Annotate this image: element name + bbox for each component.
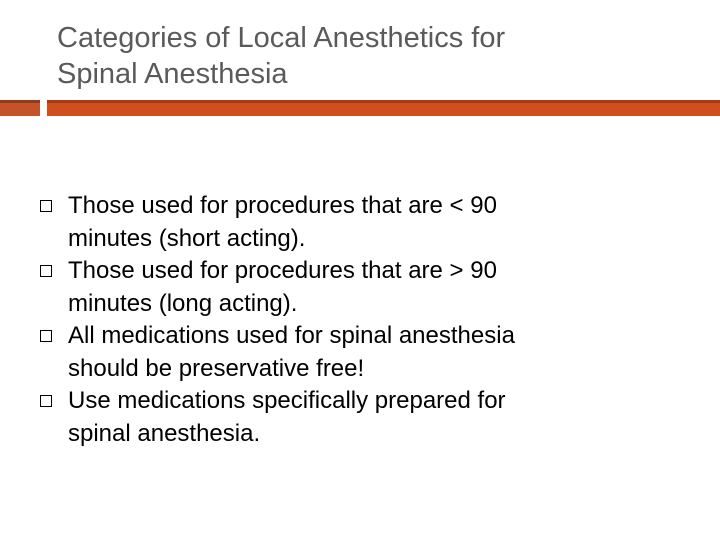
bullet-text-line: Those used for procedures that are > 90 <box>68 257 497 284</box>
bullet-list <box>40 190 660 450</box>
bullet-text-line: Use medications specifically prepared for <box>68 387 506 414</box>
bullet-item <box>40 255 660 320</box>
accent-bar-edge <box>47 100 720 103</box>
bullet-item <box>40 190 660 255</box>
bullet-text-line: minutes (short acting). <box>68 224 306 252</box>
slide-title <box>57 20 677 92</box>
accent-block-left-edge <box>0 100 40 103</box>
hollow-square-icon <box>40 330 52 342</box>
bullet-text-line: should be preservative free! <box>68 354 365 382</box>
title-line: Categories of Local Anesthetics for <box>57 22 506 54</box>
bullet-item <box>40 320 660 385</box>
hollow-square-icon <box>40 265 52 277</box>
hollow-square-icon <box>40 200 52 212</box>
bullet-text-line: spinal anesthesia. <box>68 419 261 447</box>
bullet-text-line: All medications used for spinal anesthesia <box>68 322 515 349</box>
title-line: Spinal Anesthesia <box>57 58 288 90</box>
bullet-item <box>40 385 660 450</box>
bullet-text-line: Those used for procedures that are < 90 <box>68 192 497 219</box>
bullet-text-line: minutes (long acting). <box>68 289 298 317</box>
hollow-square-icon <box>40 395 52 407</box>
